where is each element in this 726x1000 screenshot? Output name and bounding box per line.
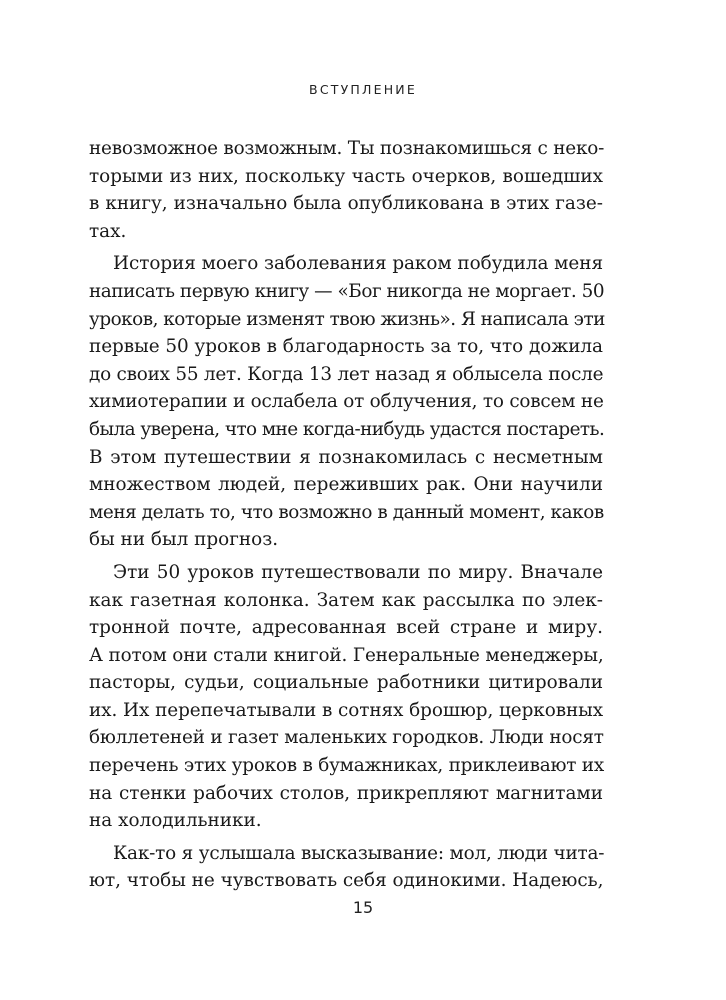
text-line: первые 50 уроков в благодарность за то, что дожила: [89, 336, 603, 358]
text-line: торыми из них, поскольку часть очерков, вошедших: [89, 165, 603, 187]
text-line: перечень этих уроков в бумажниках, приклеивают их: [89, 755, 604, 777]
text-line: была уверена, что мне когда-нибудь удастся постареть.: [89, 418, 605, 440]
text-line: бюллетеней и газет маленьких городков. Люди носят: [89, 727, 604, 749]
text-line: в книгу, изначально была опубликована в этих газе-: [89, 193, 603, 215]
text-line: химиотерапии и ослабела от облучения, то совсем не: [89, 391, 604, 413]
paragraph: [89, 135, 603, 245]
paragraph: [89, 250, 603, 554]
running-head: ВСТУПЛЕНИЕ: [309, 82, 417, 97]
text-line: тах.: [89, 220, 127, 242]
text-line: невозможное возможным. Ты познакомишься с неко-: [89, 138, 605, 159]
text-line: бы ни был прогноз.: [89, 529, 279, 551]
text-line: В этом путешествии я познакомилась с несметным: [89, 446, 603, 468]
text-line: Как-то я услышала высказывание: мол, люди чита-: [113, 842, 605, 864]
text-line: множеством людей, переживших рак. Они научили: [89, 474, 603, 496]
text-line: их. Их перепечатывали в сотнях брошюр, церковных: [89, 699, 603, 721]
text-line: на стенки рабочих столов, прикрепляют магнитами: [89, 782, 603, 804]
text-line: Эти 50 уроков путешествовали по миру. Вначале: [113, 561, 603, 583]
body-text: [89, 135, 603, 895]
text-line: История моего заболевания раком побудила меня: [113, 253, 603, 275]
text-line: ют, чтобы не чувствовать себя одинокими. Надеюсь,: [89, 870, 604, 892]
text-line: уроков, которые изменят твою жизнь». Я написала эти: [89, 308, 605, 330]
text-line: меня делать то, что возможно в данный момент, каков: [89, 501, 604, 523]
paragraph: [89, 559, 603, 835]
page-number: 15: [352, 898, 374, 917]
text-line: пасторы, судьи, социальные работники цитировали: [89, 672, 603, 694]
text-line: А потом они стали книгой. Генеральные менеджеры,: [89, 644, 604, 666]
text-line: как газетная колонка. Затем как рассылка по элек-: [89, 589, 603, 611]
paragraph: [89, 840, 603, 895]
text-line: написать первую книгу — «Бог никогда не моргает. 50: [89, 280, 605, 302]
text-line: на холодильники.: [89, 810, 262, 832]
text-line: тронной почте, адресованная всей стране и миру.: [89, 617, 603, 639]
text-line: до своих 55 лет. Когда 13 лет назад я облысела после: [89, 363, 604, 385]
